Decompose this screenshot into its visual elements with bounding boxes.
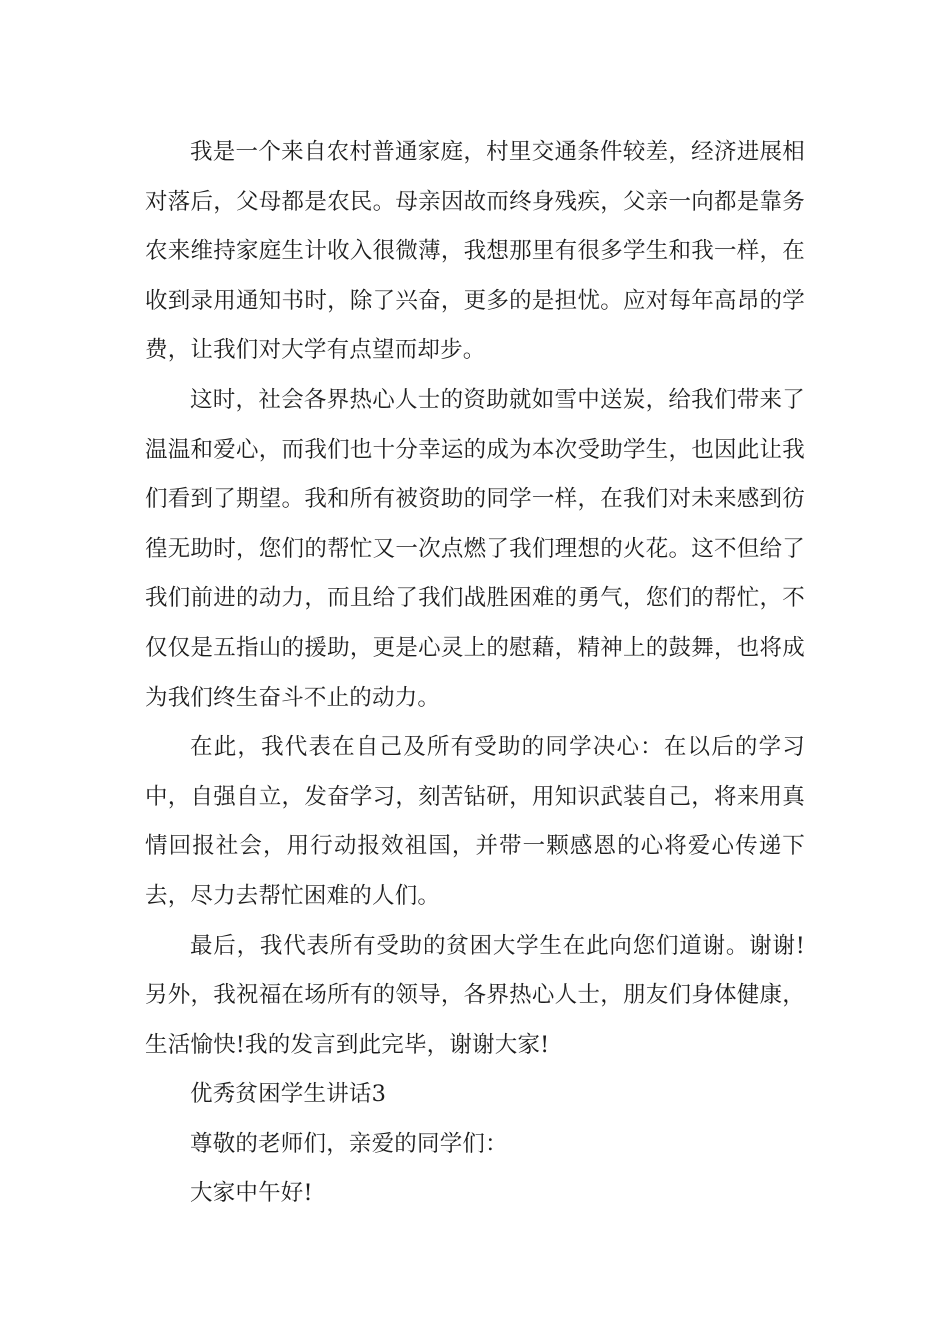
greeting: 大家中午好! <box>190 1180 313 1207</box>
paragraph-closing-thanks: 最后，我代表所有受助的贫困大学生在此向您们道谢。谢谢!另外，我祝福在场所有的领导，各界热心人士，朋友们身体健康，生活愉快!我的发言到此完毕，谢谢大家! <box>145 932 805 1058</box>
paragraph-family-background: 我是一个来自农村普通家庭，村里交通条件较差，经济进展相对落后，父母都是农民。母亲因故而终身残疾，父亲一向都是靠务农来维持家庭生计收入很微薄，我想那里有很多学生和我一样，在收到录用通知书时，除了兴奋，更多的是担忧。应对每年高昂的学费，让我们对大学有点望而却步。 <box>145 139 805 364</box>
document-body <box>145 128 805 1219</box>
salutation: 尊敬的老师们，亲爱的同学们： <box>190 1130 508 1157</box>
section-heading: 优秀贫困学生讲话3 <box>190 1081 387 1108</box>
paragraph-resolution: 在此，我代表在自己及所有受助的同学决心：在以后的学习中，自强自立，发奋学习，刻苦钻研，用知识武装自己，将来用真情回报社会，用行动报效祖国，并带一颗感恩的心将爱心传递下去，尽力去帮忙困难的人们。 <box>145 734 805 909</box>
paragraph-society-support: 这时，社会各界热心人士的资助就如雪中送炭，给我们带来了温温和爱心，而我们也十分幸运的成为本次受助学生，也因此让我们看到了期望。我和所有被资助的同学一样，在我们对未来感到彷徨无助时，您们的帮忙又一次点燃了我们理想的火花。这不但给了我们前进的动力，而且给了我们战胜困难的勇气，您们的帮忙，不仅仅是五指山的援助，更是心灵上的慰藉，精神上的鼓舞，也将成为我们终生奋斗不止的动力。 <box>145 386 805 711</box>
